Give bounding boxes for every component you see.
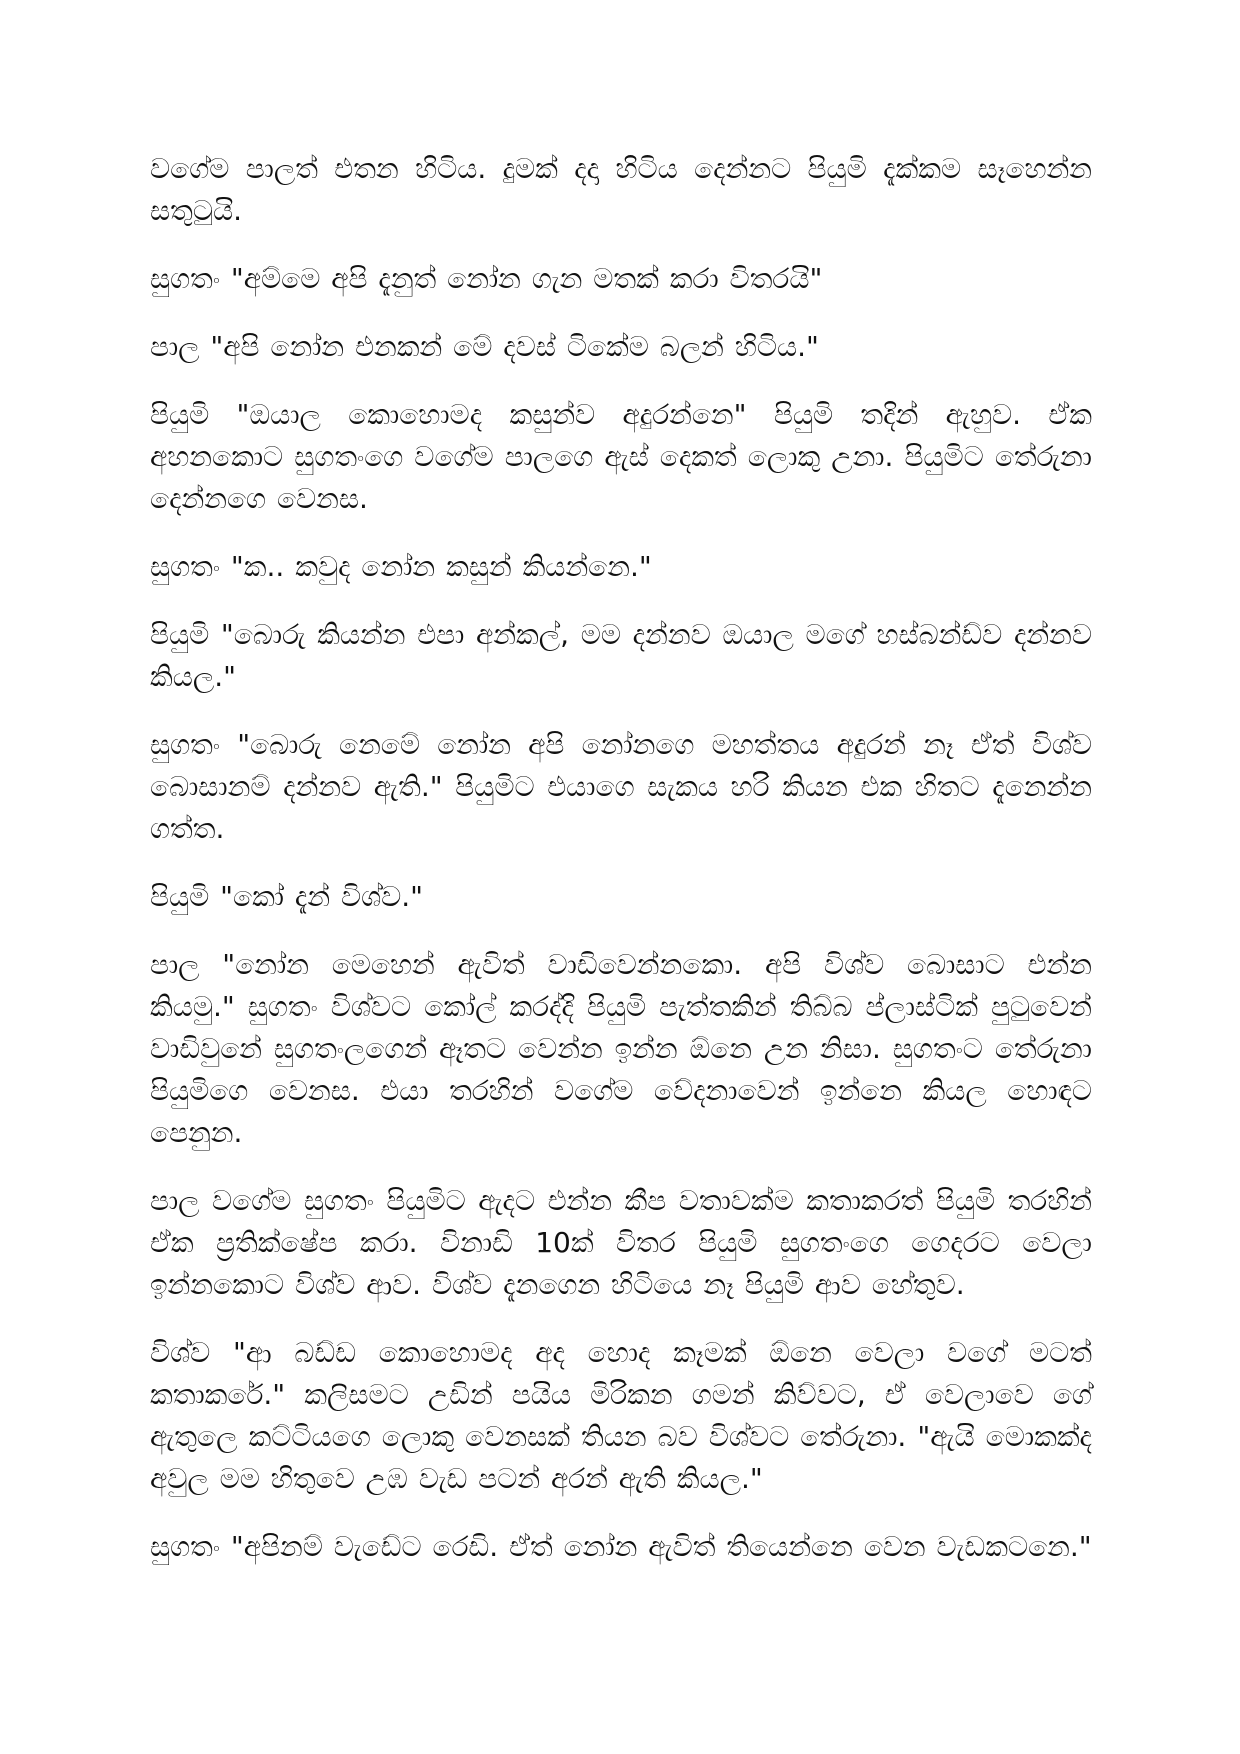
paragraph-5: සුගතං "ක.. කවුද නෝන කසුන් කියන්නෙ." [150, 550, 652, 583]
paragraph-4: පියුමි "ඔයාල කොහොමද කසුන්ව අදුරන්නෙ" පියුමි තදින් ඇහුව. ඒක අහනකොට සුගතංගෙ වගේම පාලගෙ ඇස් දෙකත් ලොකු උනා. පියුමිට තේරුනා දෙන්නගෙ වෙනස. [150, 398, 1092, 515]
paragraph-10: පාල වගේම සුගතං පියුමිට ඇදට එන්න කීප වතාවක්ම කතාකරත් පියුමි තරහින් ඒක ප්‍රතික්ෂේප කරා. විනාඩි 10ක් විතර පියුමි සුගතංගෙ ගෙදරට වෙලා ඉන්නකොට විශ්ව ආව. විශ්ව දැනගෙන හිටියෙ නෑ පියුමි ආව හේතුව. [150, 1184, 1092, 1301]
paragraph-1: වගේම පාලත් එතන හිටිය. දුමක් දදා හිටිය දෙන්නට පියුමි දැක්කම සෑහෙන්න සතුටුයි. [150, 152, 1092, 227]
story-text [150, 148, 1092, 1568]
paragraph-9: පාල "නෝන මෙහෙන් ඇවිත් වාඩිවෙන්නකො. අපි විශ්ව බොසාට එන්න කියමු." සුගතං විශ්වට කෝල් කරද්දි පියුමි පැත්තකින් තිබ්බ ප්ලාස්ටික් පුටුවෙන් වාඩිවුනේ සුගතංලගෙන් ඈතට වෙන්න ඉන්න ඕනෙ උන නිසා. සුගතංට තේරුනා පියුමිගෙ වෙනස. එයා තරහින් වගේම වේදනාවෙන් ඉන්නෙ කියල හොඳට පෙනුන. [150, 948, 1092, 1149]
paragraph-2: සුගතං "අම්මෙ අපි දැනුත් නෝන ගැන මතක් කරා විතරයි" [150, 262, 823, 295]
paragraph-12: සුගතං "අපිනම් වැඩේට රෙඩි. ඒත් නෝන ඇවිත් තියෙන්නෙ වෙන වැඩකටනෙ." [150, 1530, 1092, 1563]
paragraph-7: සුගතං "බොරු නෙමේ නෝන අපි නෝනගෙ මහත්තය අදුරන් නෑ ඒත් විශ්ව බොසානම් දන්නව ඇති." පියුමිට එයාගෙ සැකය හරි කියන එක හිතට දැනෙන්න ගත්ත. [150, 728, 1092, 845]
paragraph-6: පියුමි "බොරු කියන්න එපා අන්කල්, මම දන්නව ඔයාල මගේ හස්බන්ඩ්ව දන්නව කියල." [150, 618, 1092, 693]
paragraph-3: පාල "අපි නෝන එනකන් මේ දවස් ටිකේම බලන් හිටිය." [150, 330, 819, 363]
paragraph-11: විශ්ව "ආ බඩ්ඩ කොහොමද අද හොද කෑමක් ඕනෙ වෙලා වගේ මටත් කතාකරේ." කලිසමට උඩින් පයිය මිරිකන ගමන් කිව්වට, ඒ වෙලාවෙ ගේ ඇතුලෙ කට්ටියගෙ ලොකු වෙනසක් තියන බව විශ්වට තේරුනා. "ඇයි මොකක්ද අවුල මම හිතුවෙ උඹ වැඩ පටන් අරන් ඇති කියල." [150, 1336, 1092, 1495]
paragraph-8: පියුමි "කෝ දැන් විශ්ව." [150, 880, 424, 913]
